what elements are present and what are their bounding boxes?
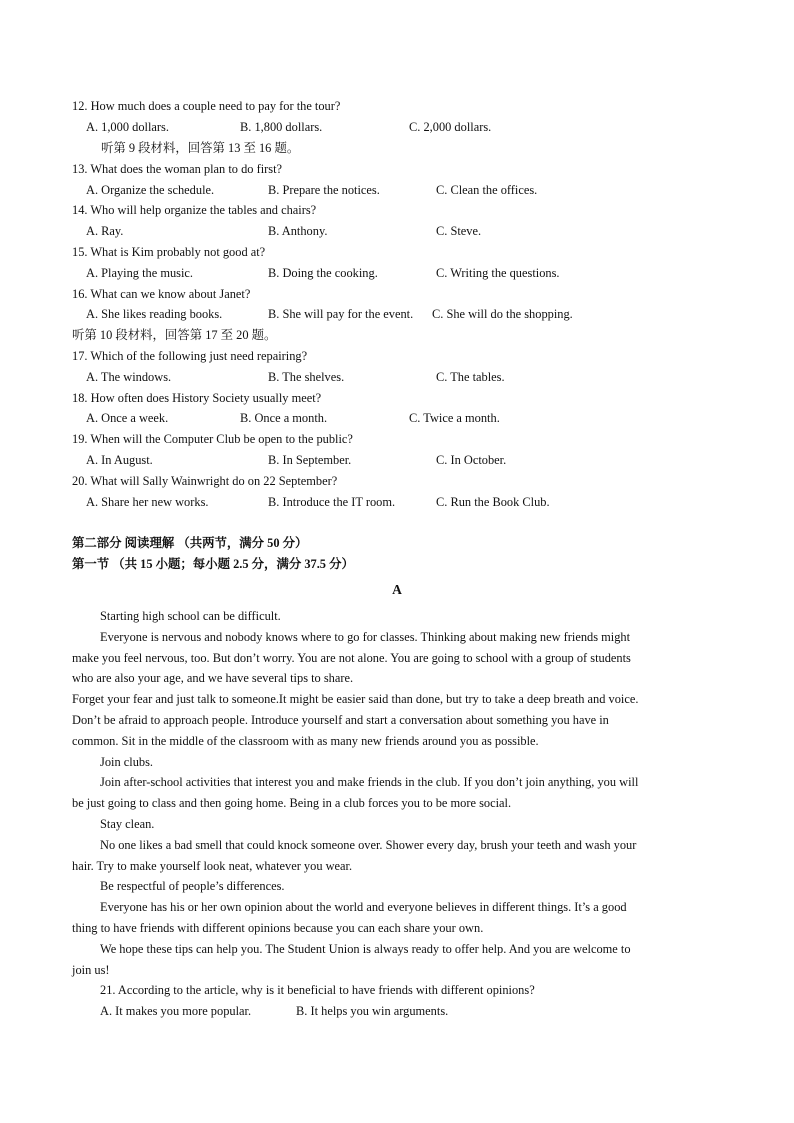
question-13-option-c: C. Clean the offices.: [436, 183, 538, 197]
question-16-option-b: B. She will pay for the event.: [268, 307, 414, 321]
question-14-option-b: B. Anthony.: [268, 224, 328, 238]
passage-subheading: Join clubs.: [100, 755, 154, 769]
question-15-option-b: B. Doing the cooking.: [268, 266, 378, 280]
question-19-option-c: C. In October.: [436, 453, 507, 467]
question-20-option-a: A. Share her new works.: [86, 495, 209, 509]
passage-line: Everyone is nervous and nobody knows where to go for classes. Thinking about making new friends might: [100, 630, 631, 644]
question-19-stem: 19. When will the Computer Club be open to the public?: [72, 432, 353, 446]
question-18-stem: 18. How often does History Society usually meet?: [72, 391, 322, 405]
question-12-option-a: A. 1,000 dollars.: [86, 120, 169, 134]
passage-line: common. Sit in the middle of the classroom with as many new friends around you as possible.: [72, 734, 539, 748]
passage-line: Forget your fear and just talk to someone.It might be easier said than done, but try to take a deep breath and voice.: [72, 692, 639, 706]
passage-letter: A: [392, 582, 402, 597]
question-20-stem: 20. What will Sally Wainwright do on 22 September?: [72, 474, 338, 488]
question-14-option-c: C. Steve.: [436, 224, 482, 238]
question-20-option-c: C. Run the Book Club.: [436, 495, 550, 509]
passage-line: Everyone has his or her own opinion about the world and everyone believes in different things. It’s a good: [100, 900, 627, 914]
section-one-heading: 第一节 （共 15 小题；每小题 2.5 分，满分 37.5 分）: [72, 557, 354, 571]
passage-line: be just going to class and then going home. Being in a club forces you to be more social.: [72, 796, 512, 810]
passage-subheading: Be respectful of people’s differences.: [100, 879, 285, 893]
question-16-option-a: A. She likes reading books.: [86, 307, 223, 321]
question-14-option-a: A. Ray.: [86, 224, 124, 238]
question-21-option-a: A. It makes you more popular.: [100, 1004, 252, 1018]
question-15-option-a: A. Playing the music.: [86, 266, 194, 280]
question-18-option-c: C. Twice a month.: [409, 411, 500, 425]
question-15-stem: 15. What is Kim probably not good at?: [72, 245, 266, 259]
passage-line: Don’t be afraid to approach people. Introduce yourself and start a conversation about something you have in: [72, 713, 609, 727]
question-13-option-a: A. Organize the schedule.: [86, 183, 215, 197]
part-two-heading: 第二部分 阅读理解 （共两节，满分 50 分）: [72, 536, 308, 550]
question-17-option-a: A. The windows.: [86, 370, 172, 384]
passage-subheading: Stay clean.: [100, 817, 155, 831]
passage-line: make you feel nervous, too. But don’t worry. You are not alone. You are going to school with a group of students: [72, 651, 631, 665]
question-14-stem: 14. Who will help organize the tables and chairs?: [72, 203, 317, 217]
passage-line: thing to have friends with different opinions because you can each share your own.: [72, 921, 484, 935]
passage-line: join us!: [72, 963, 110, 977]
question-17-option-b: B. The shelves.: [268, 370, 345, 384]
question-20-option-b: B. Introduce the IT room.: [268, 495, 396, 509]
section-instruction-9: 听第 9 段材料，回答第 13 至 16 题。: [101, 141, 300, 155]
passage-line: Starting high school can be difficult.: [100, 609, 281, 623]
section-instruction-10: 听第 10 段材料，回答第 17 至 20 题。: [72, 328, 277, 342]
question-12-stem: 12. How much does a couple need to pay for the tour?: [72, 99, 341, 113]
question-13-option-b: B. Prepare the notices.: [268, 183, 380, 197]
question-21-option-b: B. It helps you win arguments.: [296, 1004, 449, 1018]
question-16-stem: 16. What can we know about Janet?: [72, 287, 251, 301]
passage-line: Join after-school activities that interest you and make friends in the club. If you don’t join anything, you will: [100, 775, 639, 789]
question-18-option-a: A. Once a week.: [86, 411, 169, 425]
passage-line: who are also your age, and we have several tips to share.: [72, 671, 354, 685]
question-19-option-b: B. In September.: [268, 453, 352, 467]
question-18-option-b: B. Once a month.: [240, 411, 328, 425]
passage-line: We hope these tips can help you. The Student Union is always ready to offer help. And you are welcome to: [100, 942, 631, 956]
question-17-stem: 17. Which of the following just need repairing?: [72, 349, 308, 363]
question-19-option-a: A. In August.: [86, 453, 153, 467]
question-13-stem: 13. What does the woman plan to do first?: [72, 162, 283, 176]
question-12-option-c: C. 2,000 dollars.: [409, 120, 492, 134]
question-17-option-c: C. The tables.: [436, 370, 505, 384]
question-15-option-c: C. Writing the questions.: [436, 266, 560, 280]
passage-line: No one likes a bad smell that could knock someone over. Shower every day, brush your teeth and wash your: [100, 838, 637, 852]
question-16-option-c: C. She will do the shopping.: [432, 307, 573, 321]
question-12-option-b: B. 1,800 dollars.: [240, 120, 323, 134]
passage-line: hair. Try to make yourself look neat, whatever you wear.: [72, 859, 353, 873]
question-21-stem: 21. According to the article, why is it beneficial to have friends with different opinions?: [100, 983, 535, 997]
